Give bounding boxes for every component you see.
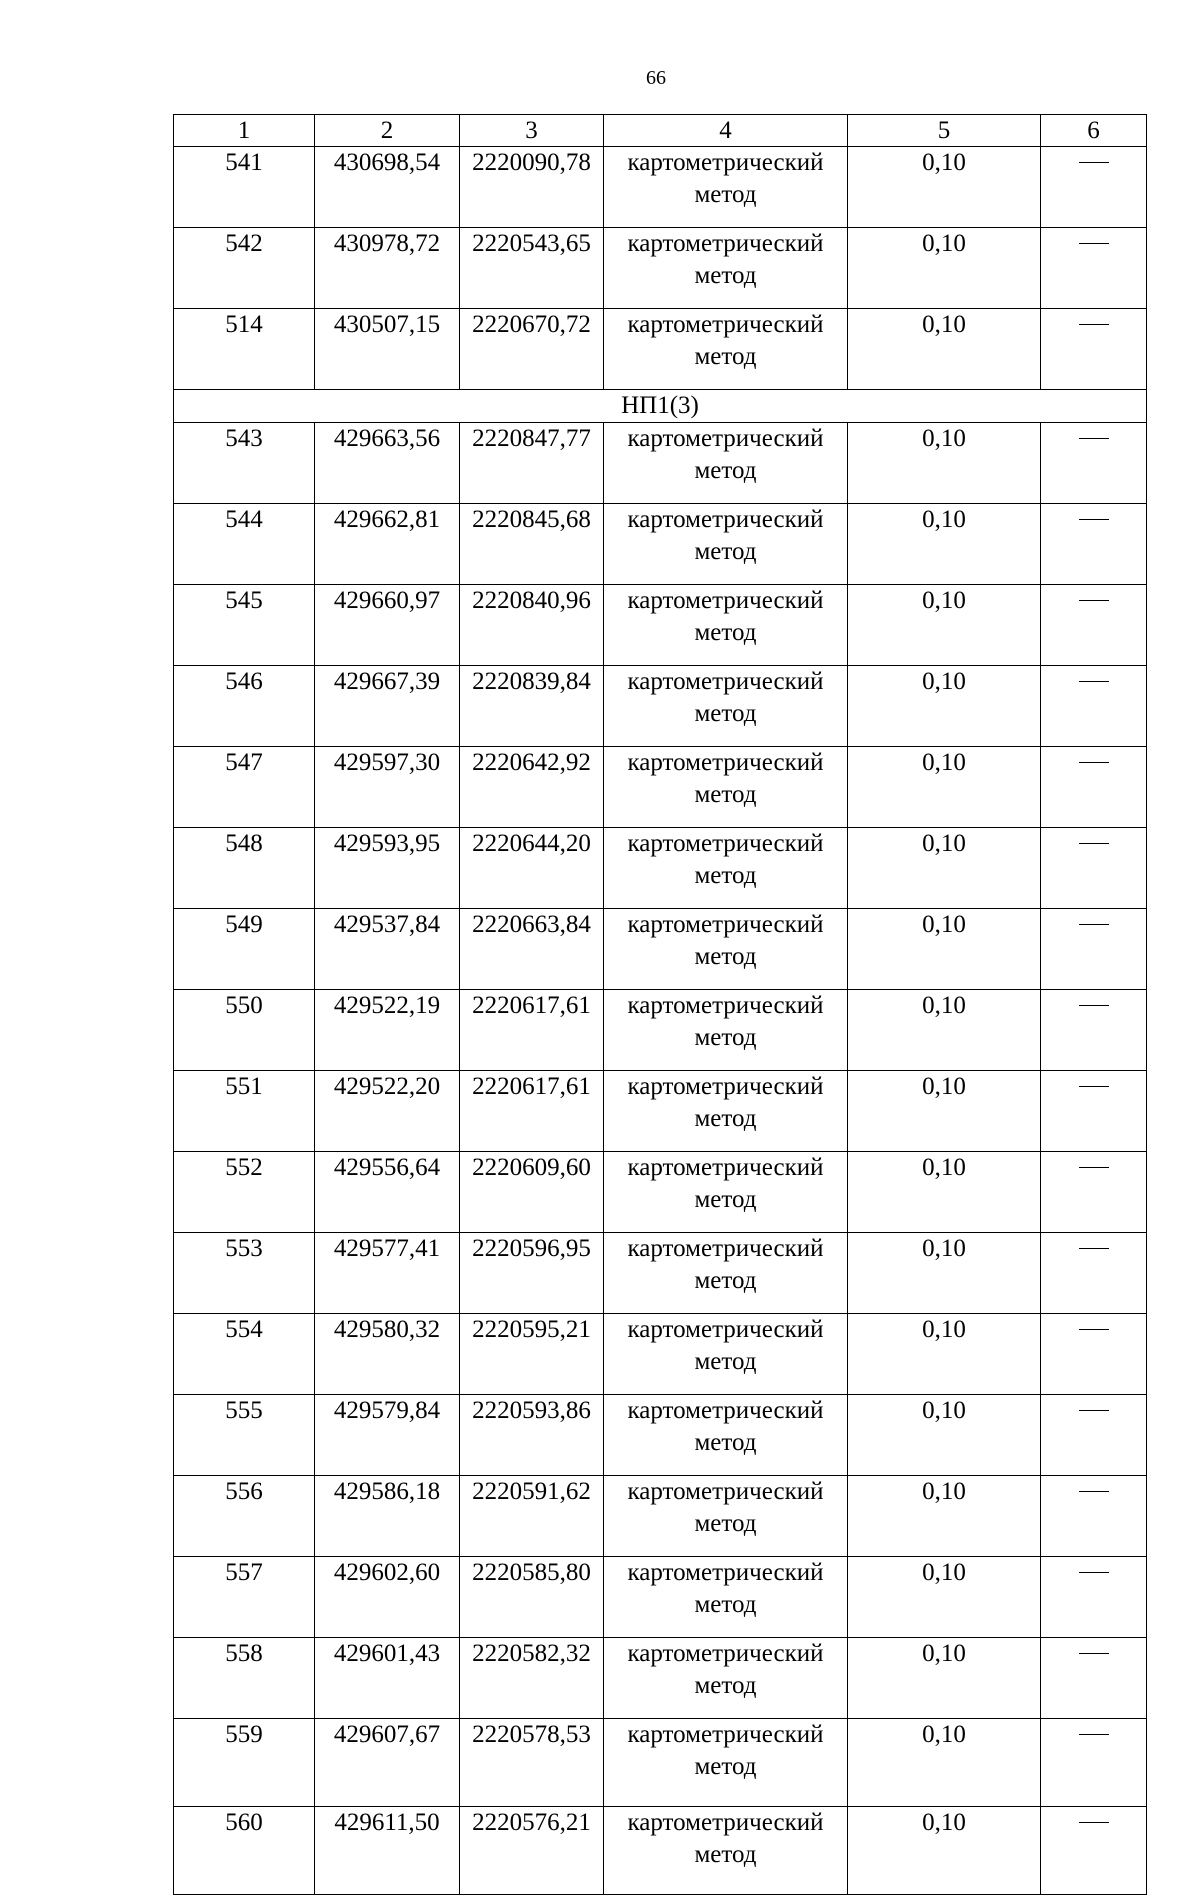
method-line-1: картометрический bbox=[627, 1154, 824, 1181]
point-number: 558 bbox=[174, 1638, 315, 1719]
coordinate-y: 2220593,86 bbox=[460, 1395, 604, 1476]
table-row bbox=[174, 990, 1147, 1071]
method-cell bbox=[604, 828, 848, 909]
method-line-1: картометрический bbox=[627, 1316, 824, 1343]
method-line-2: метод bbox=[694, 619, 757, 646]
coordinate-x: 429662,81 bbox=[315, 504, 460, 585]
coordinate-x: 429602,60 bbox=[315, 1557, 460, 1638]
coordinates-table bbox=[173, 114, 1147, 1895]
method-line-2: метод bbox=[694, 1591, 757, 1618]
point-number: 545 bbox=[174, 585, 315, 666]
coordinate-y: 2220670,72 bbox=[460, 309, 604, 390]
point-number: 546 bbox=[174, 666, 315, 747]
accuracy-value: 0,10 bbox=[848, 309, 1041, 390]
description-cell bbox=[1041, 585, 1147, 666]
method-cell bbox=[604, 1233, 848, 1314]
description-cell bbox=[1041, 1314, 1147, 1395]
em-dash-icon bbox=[1079, 519, 1109, 520]
em-dash-icon bbox=[1079, 1329, 1109, 1330]
table-row bbox=[174, 228, 1147, 309]
point-number: 555 bbox=[174, 1395, 315, 1476]
method-line-2: метод bbox=[694, 1024, 757, 1051]
coordinate-x: 430698,54 bbox=[315, 147, 460, 228]
coordinate-x: 429601,43 bbox=[315, 1638, 460, 1719]
table-row bbox=[174, 423, 1147, 504]
table-row bbox=[174, 1071, 1147, 1152]
method-line-1: картометрический bbox=[627, 749, 824, 776]
coordinate-y: 2220840,96 bbox=[460, 585, 604, 666]
method-line-2: метод bbox=[694, 1672, 757, 1699]
accuracy-value: 0,10 bbox=[848, 504, 1041, 585]
description-cell bbox=[1041, 1638, 1147, 1719]
method-cell bbox=[604, 1314, 848, 1395]
em-dash-icon bbox=[1079, 1491, 1109, 1492]
point-number: 542 bbox=[174, 228, 315, 309]
method-line-2: метод bbox=[694, 1429, 757, 1456]
coordinate-x: 429611,50 bbox=[315, 1807, 460, 1895]
coordinate-y: 2220090,78 bbox=[460, 147, 604, 228]
section-title: НП1(3) bbox=[174, 390, 1147, 423]
coordinate-y: 2220582,32 bbox=[460, 1638, 604, 1719]
coordinate-y: 2220847,77 bbox=[460, 423, 604, 504]
method-line-2: метод bbox=[694, 1510, 757, 1537]
accuracy-value: 0,10 bbox=[848, 1395, 1041, 1476]
coordinate-y: 2220596,95 bbox=[460, 1233, 604, 1314]
point-number: 543 bbox=[174, 423, 315, 504]
description-cell bbox=[1041, 1152, 1147, 1233]
method-cell bbox=[604, 423, 848, 504]
table-row bbox=[174, 585, 1147, 666]
description-cell bbox=[1041, 909, 1147, 990]
method-line-1: картометрический bbox=[627, 230, 824, 257]
em-dash-icon bbox=[1079, 1410, 1109, 1411]
accuracy-value: 0,10 bbox=[848, 1807, 1041, 1895]
em-dash-icon bbox=[1079, 438, 1109, 439]
point-number: 557 bbox=[174, 1557, 315, 1638]
coordinate-x: 429556,64 bbox=[315, 1152, 460, 1233]
method-line-1: картометрический bbox=[627, 311, 824, 338]
page-number: 66 bbox=[646, 67, 666, 89]
coordinate-x: 429593,95 bbox=[315, 828, 460, 909]
method-line-2: метод bbox=[694, 1186, 757, 1213]
coordinate-y: 2220609,60 bbox=[460, 1152, 604, 1233]
description-cell bbox=[1041, 828, 1147, 909]
coordinate-x: 429663,56 bbox=[315, 423, 460, 504]
em-dash-icon bbox=[1079, 243, 1109, 244]
coordinate-y: 2220591,62 bbox=[460, 1476, 604, 1557]
method-line-1: картометрический bbox=[627, 830, 824, 857]
method-cell bbox=[604, 1071, 848, 1152]
method-line-1: картометрический bbox=[627, 1559, 824, 1586]
method-line-1: картометрический bbox=[627, 1235, 824, 1262]
method-line-1: картометрический bbox=[627, 587, 824, 614]
point-number: 549 bbox=[174, 909, 315, 990]
accuracy-value: 0,10 bbox=[848, 909, 1041, 990]
em-dash-icon bbox=[1079, 162, 1109, 163]
point-number: 556 bbox=[174, 1476, 315, 1557]
coordinate-y: 2220839,84 bbox=[460, 666, 604, 747]
accuracy-value: 0,10 bbox=[848, 423, 1041, 504]
coordinate-x: 429577,41 bbox=[315, 1233, 460, 1314]
description-cell bbox=[1041, 147, 1147, 228]
description-cell bbox=[1041, 1395, 1147, 1476]
header-cell-3: 3 bbox=[460, 115, 604, 147]
table-header-row bbox=[174, 115, 1147, 147]
table-row bbox=[174, 747, 1147, 828]
em-dash-icon bbox=[1079, 324, 1109, 325]
method-line-2: метод bbox=[694, 1841, 757, 1868]
accuracy-value: 0,10 bbox=[848, 1071, 1041, 1152]
coordinate-y: 2220845,68 bbox=[460, 504, 604, 585]
method-cell bbox=[604, 1557, 848, 1638]
method-cell bbox=[604, 1719, 848, 1807]
description-cell bbox=[1041, 228, 1147, 309]
coordinate-y: 2220585,80 bbox=[460, 1557, 604, 1638]
accuracy-value: 0,10 bbox=[848, 1314, 1041, 1395]
coordinate-y: 2220576,21 bbox=[460, 1807, 604, 1895]
coordinate-x: 430507,15 bbox=[315, 309, 460, 390]
table-row bbox=[174, 1638, 1147, 1719]
method-cell bbox=[604, 585, 848, 666]
coordinate-y: 2220578,53 bbox=[460, 1719, 604, 1807]
table-row bbox=[174, 1476, 1147, 1557]
point-number: 547 bbox=[174, 747, 315, 828]
method-line-1: картометрический bbox=[627, 668, 824, 695]
em-dash-icon bbox=[1079, 1653, 1109, 1654]
point-number: 544 bbox=[174, 504, 315, 585]
description-cell bbox=[1041, 747, 1147, 828]
accuracy-value: 0,10 bbox=[848, 147, 1041, 228]
coordinate-y: 2220617,61 bbox=[460, 1071, 604, 1152]
header-cell-6: 6 bbox=[1041, 115, 1147, 147]
method-cell bbox=[604, 1807, 848, 1895]
em-dash-icon bbox=[1079, 1822, 1109, 1823]
description-cell bbox=[1041, 1807, 1147, 1895]
table-row bbox=[174, 828, 1147, 909]
table-row bbox=[174, 1557, 1147, 1638]
method-cell bbox=[604, 504, 848, 585]
em-dash-icon bbox=[1079, 924, 1109, 925]
method-line-1: картометрический bbox=[627, 1397, 824, 1424]
description-cell bbox=[1041, 1476, 1147, 1557]
accuracy-value: 0,10 bbox=[848, 990, 1041, 1071]
method-line-1: картометрический bbox=[627, 1809, 824, 1836]
method-cell bbox=[604, 909, 848, 990]
method-line-2: метод bbox=[694, 262, 757, 289]
table-row bbox=[174, 1395, 1147, 1476]
header-cell-2: 2 bbox=[315, 115, 460, 147]
table-row bbox=[174, 1314, 1147, 1395]
accuracy-value: 0,10 bbox=[848, 1719, 1041, 1807]
table-row bbox=[174, 1152, 1147, 1233]
table-row bbox=[174, 504, 1147, 585]
coordinate-x: 429537,84 bbox=[315, 909, 460, 990]
method-cell bbox=[604, 228, 848, 309]
em-dash-icon bbox=[1079, 1167, 1109, 1168]
table-row bbox=[174, 1719, 1147, 1807]
method-line-1: картометрический bbox=[627, 1478, 824, 1505]
table-row bbox=[174, 1807, 1147, 1895]
accuracy-value: 0,10 bbox=[848, 228, 1041, 309]
table-row bbox=[174, 666, 1147, 747]
accuracy-value: 0,10 bbox=[848, 585, 1041, 666]
coordinates-table-body bbox=[174, 115, 1147, 1895]
description-cell bbox=[1041, 1719, 1147, 1807]
method-cell bbox=[604, 1152, 848, 1233]
em-dash-icon bbox=[1079, 843, 1109, 844]
method-cell bbox=[604, 309, 848, 390]
description-cell bbox=[1041, 1071, 1147, 1152]
point-number: 560 bbox=[174, 1807, 315, 1895]
method-line-2: метод bbox=[694, 862, 757, 889]
method-line-2: метод bbox=[694, 457, 757, 484]
coordinate-x: 429607,67 bbox=[315, 1719, 460, 1807]
coordinate-x: 429667,39 bbox=[315, 666, 460, 747]
point-number: 554 bbox=[174, 1314, 315, 1395]
method-line-1: картометрический bbox=[627, 1721, 824, 1748]
method-line-1: картометрический bbox=[627, 149, 824, 176]
method-cell bbox=[604, 666, 848, 747]
em-dash-icon bbox=[1079, 1734, 1109, 1735]
em-dash-icon bbox=[1079, 681, 1109, 682]
em-dash-icon bbox=[1079, 600, 1109, 601]
table-row bbox=[174, 909, 1147, 990]
method-cell bbox=[604, 147, 848, 228]
description-cell bbox=[1041, 990, 1147, 1071]
table-row bbox=[174, 147, 1147, 228]
table-row bbox=[174, 309, 1147, 390]
method-line-2: метод bbox=[694, 181, 757, 208]
coordinate-y: 2220644,20 bbox=[460, 828, 604, 909]
method-line-1: картометрический bbox=[627, 992, 824, 1019]
em-dash-icon bbox=[1079, 1248, 1109, 1249]
description-cell bbox=[1041, 1233, 1147, 1314]
accuracy-value: 0,10 bbox=[848, 747, 1041, 828]
point-number: 541 bbox=[174, 147, 315, 228]
point-number: 514 bbox=[174, 309, 315, 390]
point-number: 551 bbox=[174, 1071, 315, 1152]
method-cell bbox=[604, 1638, 848, 1719]
coordinate-x: 429660,97 bbox=[315, 585, 460, 666]
coordinate-y: 2220642,92 bbox=[460, 747, 604, 828]
description-cell bbox=[1041, 1557, 1147, 1638]
method-line-1: картометрический bbox=[627, 1073, 824, 1100]
coordinate-x: 429586,18 bbox=[315, 1476, 460, 1557]
header-cell-1: 1 bbox=[174, 115, 315, 147]
method-line-2: метод bbox=[694, 343, 757, 370]
method-line-2: метод bbox=[694, 538, 757, 565]
method-cell bbox=[604, 747, 848, 828]
method-line-1: картометрический bbox=[627, 911, 824, 938]
description-cell bbox=[1041, 666, 1147, 747]
coordinate-y: 2220543,65 bbox=[460, 228, 604, 309]
description-cell bbox=[1041, 309, 1147, 390]
accuracy-value: 0,10 bbox=[848, 1476, 1041, 1557]
table-row bbox=[174, 1233, 1147, 1314]
em-dash-icon bbox=[1079, 1005, 1109, 1006]
accuracy-value: 0,10 bbox=[848, 1557, 1041, 1638]
coordinate-x: 429522,19 bbox=[315, 990, 460, 1071]
method-line-1: картометрический bbox=[627, 506, 824, 533]
method-cell bbox=[604, 1395, 848, 1476]
coordinate-y: 2220617,61 bbox=[460, 990, 604, 1071]
point-number: 550 bbox=[174, 990, 315, 1071]
method-line-1: картометрический bbox=[627, 1640, 824, 1667]
coordinate-x: 430978,72 bbox=[315, 228, 460, 309]
accuracy-value: 0,10 bbox=[848, 828, 1041, 909]
header-cell-5: 5 bbox=[848, 115, 1041, 147]
method-cell bbox=[604, 1476, 848, 1557]
em-dash-icon bbox=[1079, 1086, 1109, 1087]
method-line-2: метод bbox=[694, 781, 757, 808]
header-cell-4: 4 bbox=[604, 115, 848, 147]
method-line-2: метод bbox=[694, 1105, 757, 1132]
accuracy-value: 0,10 bbox=[848, 1233, 1041, 1314]
coordinate-x: 429580,32 bbox=[315, 1314, 460, 1395]
point-number: 559 bbox=[174, 1719, 315, 1807]
accuracy-value: 0,10 bbox=[848, 1152, 1041, 1233]
method-line-2: метод bbox=[694, 700, 757, 727]
point-number: 553 bbox=[174, 1233, 315, 1314]
method-line-1: картометрический bbox=[627, 425, 824, 452]
method-line-2: метод bbox=[694, 1348, 757, 1375]
method-cell bbox=[604, 990, 848, 1071]
coordinate-x: 429522,20 bbox=[315, 1071, 460, 1152]
description-cell bbox=[1041, 504, 1147, 585]
method-line-2: метод bbox=[694, 1267, 757, 1294]
coordinate-y: 2220595,21 bbox=[460, 1314, 604, 1395]
coordinate-x: 429597,30 bbox=[315, 747, 460, 828]
point-number: 548 bbox=[174, 828, 315, 909]
method-line-2: метод bbox=[694, 1753, 757, 1780]
accuracy-value: 0,10 bbox=[848, 1638, 1041, 1719]
em-dash-icon bbox=[1079, 1572, 1109, 1573]
section-header-row bbox=[174, 390, 1147, 423]
description-cell bbox=[1041, 423, 1147, 504]
coordinate-x: 429579,84 bbox=[315, 1395, 460, 1476]
accuracy-value: 0,10 bbox=[848, 666, 1041, 747]
method-line-2: метод bbox=[694, 943, 757, 970]
em-dash-icon bbox=[1079, 762, 1109, 763]
point-number: 552 bbox=[174, 1152, 315, 1233]
coordinate-y: 2220663,84 bbox=[460, 909, 604, 990]
